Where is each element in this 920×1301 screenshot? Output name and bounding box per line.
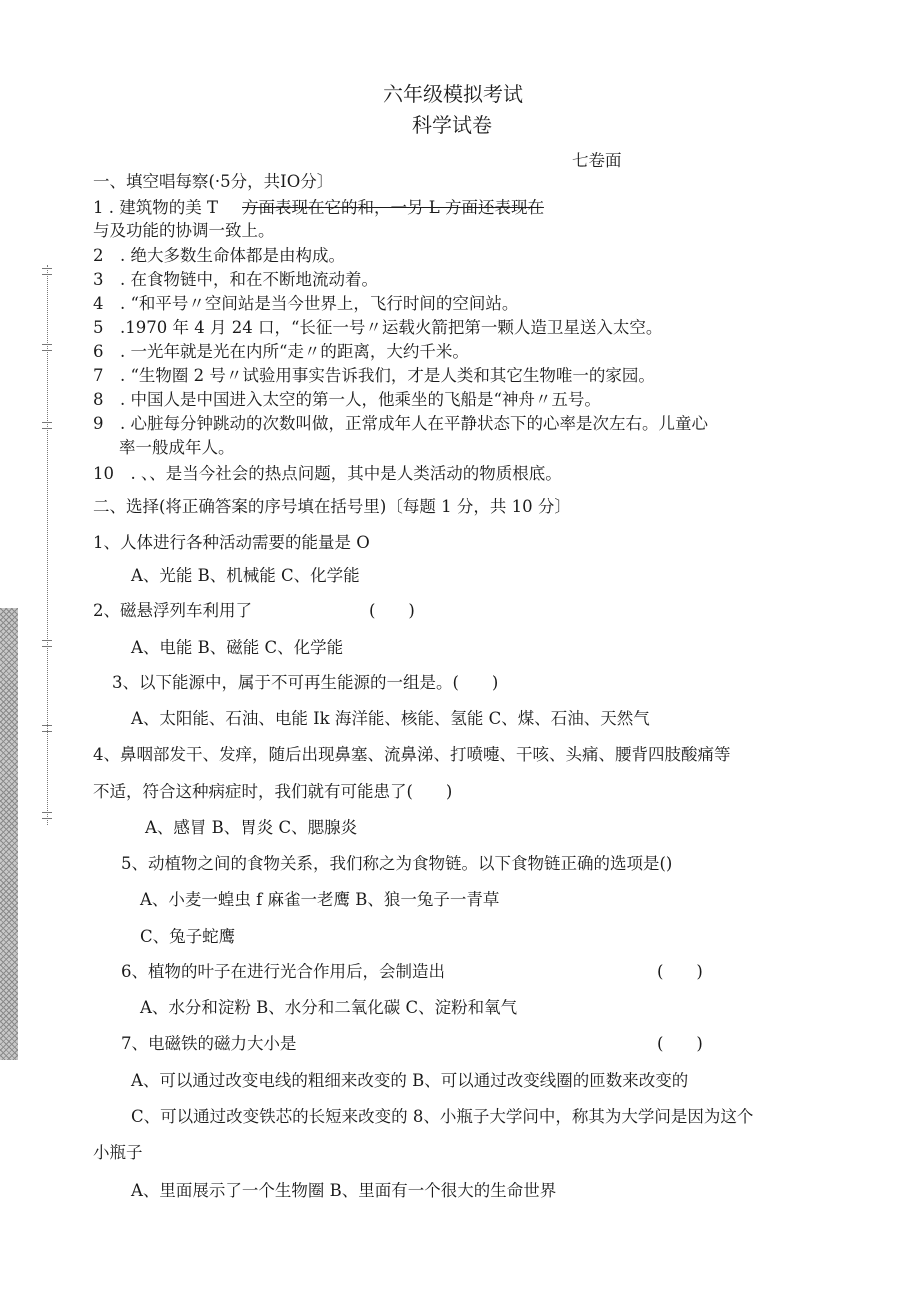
- binding-mark: [42, 344, 52, 351]
- s2-q5-options-ab: A、小麦一蝗虫 f 麻雀一老鹰 B、狼一兔子一青草: [140, 890, 500, 909]
- s2-q8-options: A、里面展示了一个生物圈 B、里面有一个很大的生命世界: [131, 1181, 557, 1200]
- s1-q5: 5 .1970 年 4 月 24 口，“长征一号〃运载火箭把第一颗人造卫星送入太空。: [93, 318, 663, 337]
- section-2-heading: 二、选择(将正确答案的序号填在括号里)〔每题 1 分，共 10 分〕: [93, 497, 571, 516]
- s2-q1-options: A、光能 B、机械能 C、化学能: [131, 566, 360, 585]
- exam-subtitle: 科学试卷: [412, 113, 492, 137]
- s2-q7-options-c-and-q8: C、可以通过改变铁芯的长短来改变的 8、小瓶子大学问中，称其为大学问是因为这个: [131, 1107, 754, 1126]
- s2-q4: 4、鼻咽部发干、发痒，随后出现鼻塞、流鼻涕、打喷嚏、干咳、头痛、腰背四肢酸痛等: [93, 745, 731, 764]
- s1-q2: 2 . 绝大多数生命体都是由构成。: [93, 246, 345, 265]
- s2-q3-options: A、太阳能、石油、电能 Ik 海洋能、核能、氢能 C、煤、石油、天然气: [131, 709, 650, 728]
- binding-mark: [42, 422, 52, 429]
- binding-hatch-strip: [0, 608, 18, 1060]
- s2-q5-options-c: C、兔子蛇鹰: [140, 927, 236, 946]
- s1-q8: 8 . 中国人是中国进入太空的第一人，他乘坐的飞船是“神舟〃五号。: [93, 390, 601, 409]
- s2-q2-answer-blank: ( ): [369, 601, 415, 620]
- s1-q1-struck-text: 方面表现在它的和，一另 L 方面还表现在: [242, 198, 544, 217]
- exam-title: 六年级模拟考试: [383, 82, 523, 106]
- s2-q4-options: A、感冒 B、胃炎 C、腮腺炎: [145, 818, 358, 837]
- s1-q9-cont: 率一般成年人。: [119, 438, 235, 457]
- s1-q10: 10 . 、、是当今社会的热点问题，其中是人类活动的物质根底。: [93, 464, 562, 483]
- s2-q2-options: A、电能 B、磁能 C、化学能: [131, 638, 344, 657]
- s1-q4: 4 . “和平号〃空间站是当今世界上，飞行时间的空间站。: [93, 294, 519, 313]
- s2-q5: 5、动植物之间的食物关系，我们称之为食物链。以下食物链正确的选项是(): [121, 854, 673, 873]
- s2-q7-answer-blank: ( ): [657, 1034, 703, 1053]
- s2-q6-options: A、水分和淀粉 B、水分和二氧化碳 C、淀粉和氧气: [140, 998, 518, 1017]
- binding-mark: [42, 812, 52, 819]
- s2-q7-options-ab: A、可以通过改变电线的粗细来改变的 B、可以通过改变线圈的匝数来改变的: [131, 1071, 689, 1090]
- s1-q6: 6 . 一光年就是光在内所“走〃的距离，大约千米。: [93, 342, 469, 361]
- s1-q3: 3 . 在食物链中，和在不断地流动着。: [93, 270, 378, 289]
- s2-q6: 6、植物的叶子在进行光合作用后，会制造出: [121, 962, 445, 981]
- corner-note: 七卷面: [572, 151, 622, 170]
- s2-q1: 1、人体进行各种活动需要的能量是 O: [93, 533, 370, 552]
- s2-q4-cont: 不适，符合这种病症时，我们就有可能患了( ): [93, 782, 453, 801]
- s2-q3: 3、以下能源中，属于不可再生能源的一组是。( ): [112, 673, 499, 692]
- s1-q1-end: 与及功能的协调一致上。: [93, 221, 275, 240]
- s1-q9: 9 . 心脏每分钟跳动的次数叫做，正常成年人在平静状态下的心率是次左右。儿童心: [93, 414, 708, 433]
- section-1-heading: 一、填空唱每察(·5分，共IO分〕: [93, 172, 334, 191]
- s2-q2: 2、磁悬浮列车利用了: [93, 601, 252, 620]
- s2-q8-cont: 小瓶子: [93, 1143, 143, 1162]
- s1-q1-start: 1 . 建筑物的美 T: [93, 198, 218, 217]
- binding-mark: [42, 640, 52, 647]
- s2-q7: 7、电磁铁的磁力大小是: [121, 1034, 297, 1053]
- binding-mark: [42, 268, 52, 275]
- binding-mark: [42, 725, 52, 732]
- s1-q7: 7 . “生物圈 2 号〃试验用事实告诉我们，才是人类和其它生物唯一的家园。: [93, 366, 655, 385]
- s2-q6-answer-blank: ( ): [657, 962, 703, 981]
